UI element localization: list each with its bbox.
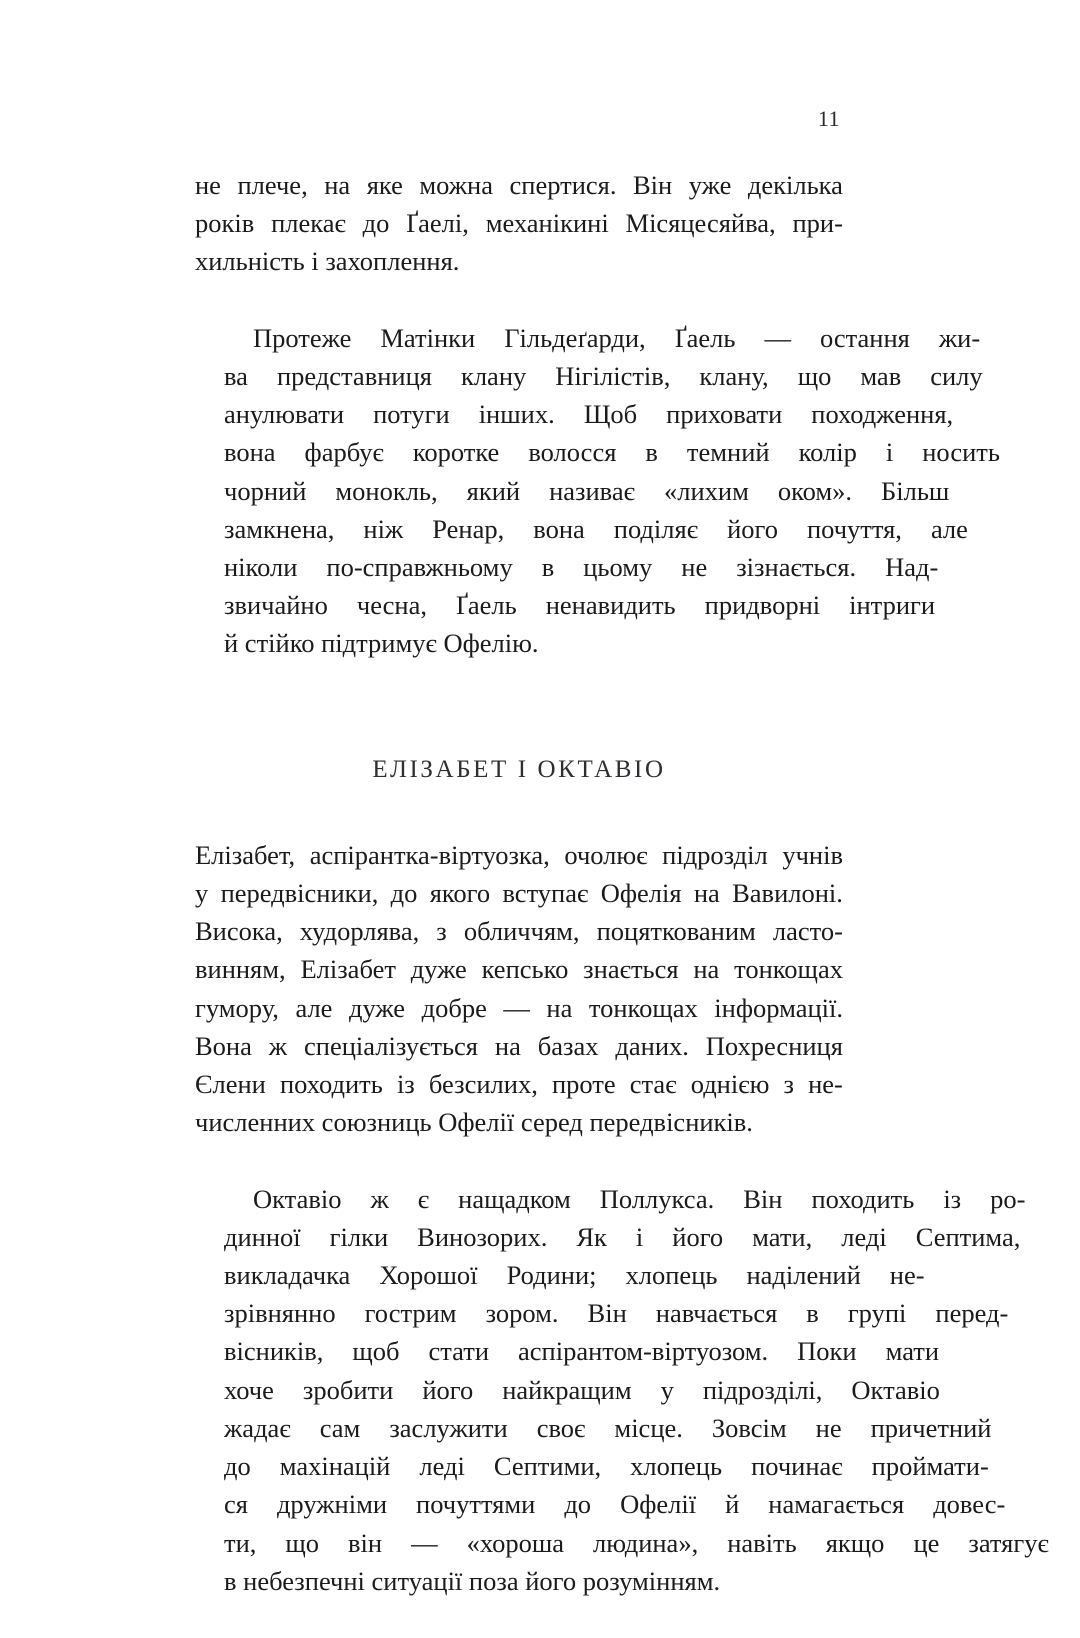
text-line: Єлени походить із безсилих, проте стає однією з не- bbox=[195, 1069, 843, 1100]
text-block bbox=[195, 166, 1049, 1638]
text-line: Висока, худорлява, з обличчям, поцяткованим ласто- bbox=[195, 916, 843, 947]
text-line: винням, Елізабет дуже кепсько знається на тонкощах bbox=[195, 954, 843, 985]
text-line: Вона ж спеціалізується на базах даних. Похресниця bbox=[195, 1030, 843, 1061]
section-heading: ЕЛІЗАБЕТ І ОКТАВІО bbox=[372, 755, 666, 783]
paragraph-4 bbox=[195, 1180, 1049, 1638]
text-line: вона фарбує коротке волосся в темний колір і носить bbox=[224, 437, 1000, 468]
text-line: анулювати потуги інших. Щоб приховати походження, bbox=[224, 399, 954, 430]
text-line: численних союзниць Офелії серед передвісників. bbox=[195, 1107, 753, 1138]
heading-spacer-bottom bbox=[195, 782, 843, 836]
paragraph-3 bbox=[195, 836, 843, 1180]
text-line: викладачка Хорошої Родини; хлопець наділений не- bbox=[224, 1260, 925, 1291]
folio-row bbox=[195, 108, 840, 131]
text-line: жадає сам заслужити своє місце. Зовсім не причетний bbox=[224, 1412, 992, 1443]
text-line: й стійко підтримує Офелію. bbox=[224, 628, 539, 659]
text-line: Протеже Матінки Гільдеґарди, Ґаель — остання жи- bbox=[253, 322, 981, 353]
text-line: замкнена, ніж Ренар, вона поділяє його почуття, але bbox=[224, 513, 968, 544]
text-line: чорний монокль, який називає «лихим оком». Більш bbox=[224, 475, 950, 506]
text-line: зрівнянно гострим зором. Він навчається в групі перед- bbox=[224, 1298, 1009, 1329]
text-line: вісників, щоб стати аспірантом-віртуозом. Поки мати bbox=[224, 1336, 940, 1367]
text-line: ти, що він — «хороша людина», навіть якщо це затягує bbox=[224, 1527, 1049, 1558]
text-line: ся дружніми почуттями до Офелії й намагається довес- bbox=[224, 1489, 1006, 1520]
text-line: Елізабет, аспірантка-віртуозка, очолює підрозділ учнів bbox=[195, 839, 843, 870]
text-line: звичайно чесна, Ґаель ненавидить придворні інтриги bbox=[224, 590, 936, 621]
text-line: гумору, але дуже добре — на тонкощах інформації. bbox=[195, 992, 843, 1023]
text-line: Октавіо ж є нащадком Поллукса. Він походить із ро- bbox=[253, 1183, 1026, 1214]
heading-spacer-top bbox=[195, 701, 843, 757]
text-line: в небезпечні ситуації поза його розумінням. bbox=[224, 1565, 721, 1596]
page-number: 11 bbox=[817, 106, 840, 131]
text-line: хильність і захоплення. bbox=[195, 246, 460, 277]
text-line: ніколи по-справжньому в цьому не зізнається. Над- bbox=[224, 552, 939, 583]
text-line: динної гілки Винозорих. Як і його мати, леді Септима, bbox=[224, 1221, 1021, 1252]
paragraph-2 bbox=[195, 319, 1000, 701]
paragraph-1 bbox=[195, 166, 843, 319]
text-line: не плече, на яке можна спертися. Він уже декілька bbox=[195, 170, 843, 200]
text-line: ва представниця клану Нігілістів, клану, що мав силу bbox=[224, 361, 983, 392]
text-line: хоче зробити його найкращим у підрозділі, Октавіо bbox=[224, 1374, 940, 1405]
text-line: років плекає до Ґаелі, механікині Місяцесяйва, при- bbox=[195, 208, 843, 239]
text-line: у передвісники, до якого вступає Офелія на Вавилоні. bbox=[195, 878, 843, 909]
text-line: до махінацій леді Септими, хлопець починає проймати- bbox=[224, 1451, 989, 1482]
